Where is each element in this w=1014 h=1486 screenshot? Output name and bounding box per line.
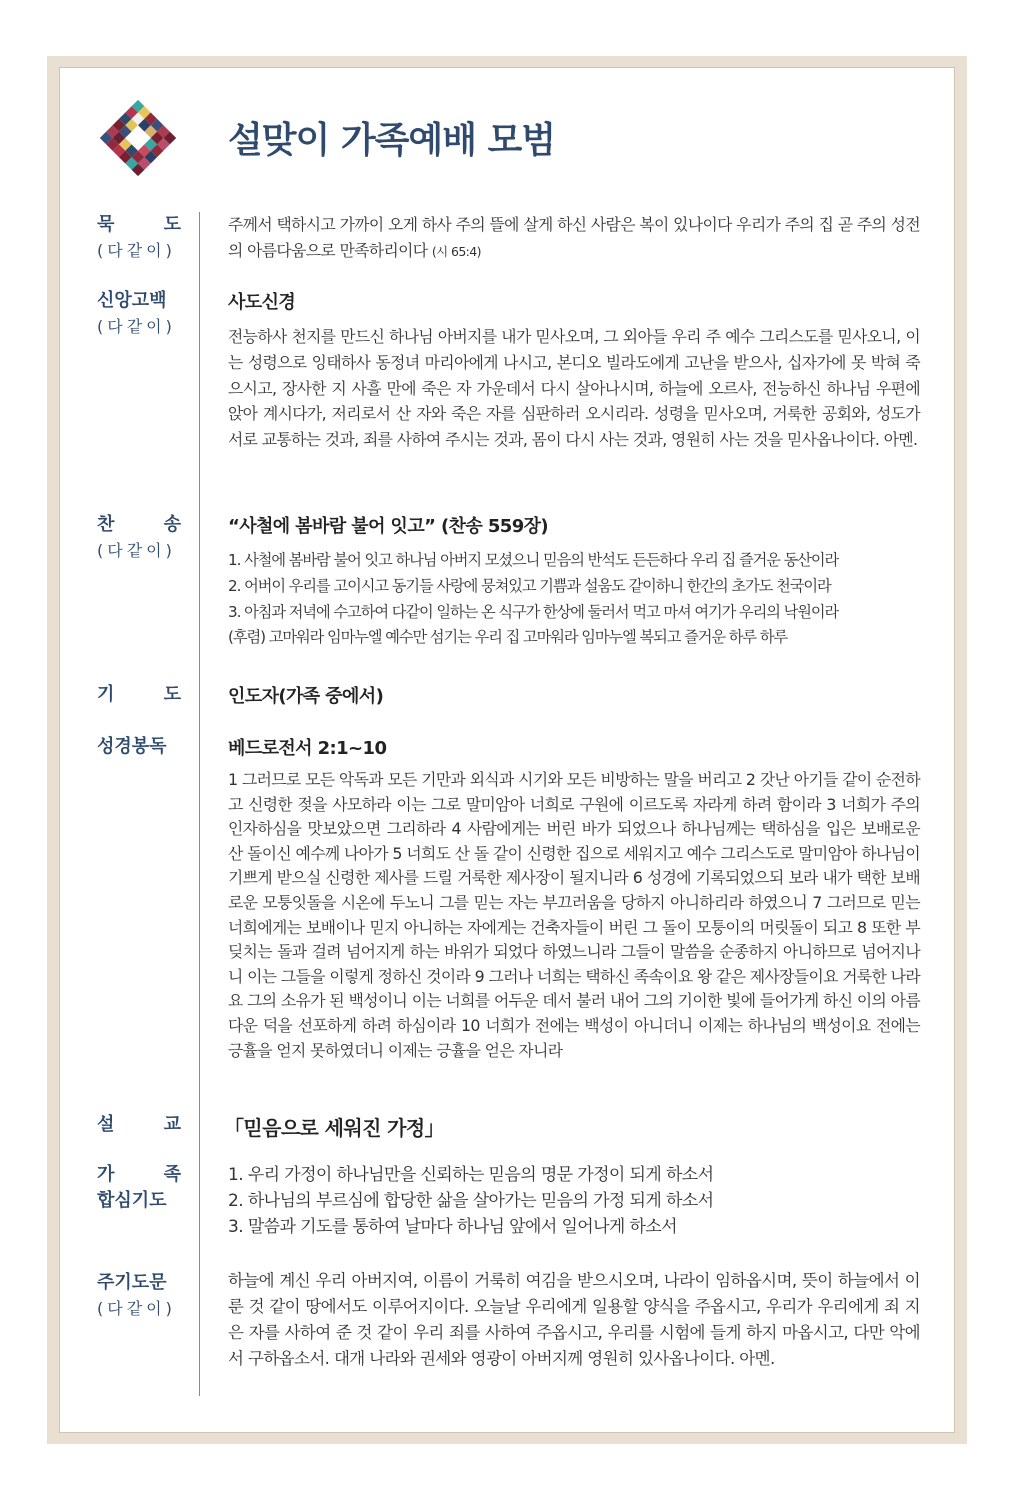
list-item: 2. 하나님의 부르심에 합당한 삶을 살아가는 믿음의 가정 되게 하소서 — [228, 1191, 714, 1211]
divider-line — [199, 212, 200, 1396]
label-hymn — [97, 512, 181, 564]
creed-heading: 사도신경 — [228, 292, 296, 313]
lords-prayer-text: 하늘에 계신 우리 아버지여, 이름이 거룩히 여김을 받으시오며, 나라이 임하옵시며, 뜻이 하늘에서 이룬 것 같이 땅에서도 이루어지이다. 오늘날 우리에게 일용할 양식을 주옵시고, 우리가 우리에게 죄 지은 자를 사하여 준 것 같이 우리 죄를 사하여 주옵시고, 우리를 시험에 들게 하지 마옵시고, 다만 악에서 구하옵소서. 대개 나라와 권세와 영광이 아버지께 영원히 있사옵나이다. 아멘. — [228, 1271, 920, 1368]
label-prayer — [97, 682, 181, 708]
label-hymn-text — [97, 512, 181, 538]
label-lords-prayer — [97, 1270, 181, 1322]
label-char: 설 — [97, 1114, 115, 1135]
label-creed-text: 신앙고백 — [97, 290, 167, 311]
hymn-heading: “사철에 봄바람 불어 잇고” (찬송 559장) — [228, 516, 549, 537]
label-family-line2: 합심기도 — [97, 1190, 167, 1211]
mosaic-diamond-icon — [98, 98, 178, 178]
label-sub: (다같이) — [97, 541, 176, 560]
creed-text: 전능하사 천지를 만드신 하나님 아버지를 내가 믿사오며, 그 외아들 우리 주 예수 그리스도를 믿사오니, 이는 성령으로 잉태하사 동정녀 마리아에게 나시고, 본디오 빌라도에게 고난을 받으사, 십자가에 못 박혀 죽으시고, 장사한 지 사흘 만에 죽은 자 가운데서 다시 살아나시며, 하늘에 오르사, 전능하신 하나님 우편에 앉아 계시다가, 저리로서 산 자와 죽은 자를 심판하러 오시리라. 성령을 믿사오며, 거룩한 공회와, 성도가 서로 교통하는 것과, 죄를 사하여 주시는 것과, 몸이 다시 사는 것과, 영원히 사는 것을 믿사옵나이다. 아멘. — [228, 327, 920, 450]
reading-text: 1 그러므로 모든 악독과 모든 기만과 외식과 시기와 모든 비방하는 말을 버리고 2 갓난 아기들 같이 순전하고 신령한 젖을 사모하라 이는 그로 말미암아 너희로 구원에 이르도록 자라게 하려 함이라 3 너희가 주의 인자하심을 맛보았으면 그리하라 4 사람에게는 버린 바가 되었으나 하나님께는 택하심을 입은 보배로운 산 돌이신 예수께 나아가 5 너희도 산 돌 같이 신령한 집으로 세워지고 예수 그리스도로 말미암아 하나님이 기쁘게 받으실 신령한 제사를 드릴 거룩한 제사장이 될지니라 6 성경에 기록되었으되 보라 내가 택한 보배로운 모퉁잇돌을 시온에 두노니 그를 믿는 자는 부끄러움을 당하지 아니하리라 하였으니 7 그러므로 믿는 너희에게는 보배이나 믿지 아니하는 자에게는 건축자들이 버린 그 돌이 모퉁이의 머릿돌이 되고 8 또한 부딪치는 돌과 걸려 넘어지게 하는 바위가 되었다 하였느니라 그들이 말씀을 순종하지 아니하므로 넘어지나니 이는 그들을 이렇게 정하신 것이라 9 그러나 너희는 택하신 족속이요 왕 같은 제사장들이요 거룩한 나라요 그의 소유가 된 백성이니 이는 너희를 어두운 데서 불러 내어 그의 기이한 빛에 들어가게 하신 이의 아름다운 덕을 선포하게 하려 하심이라 10 너희가 전에는 백성이 아니더니 이제는 하나님의 백성이요 전에는 긍휼을 얻지 못하였더니 이제는 긍휼을 얻은 자니라 — [228, 770, 920, 1060]
list-item: 1. 우리 가정이 하나님만을 신뢰하는 믿음의 명문 가정이 되게 하소서 — [228, 1165, 714, 1185]
label-reading-text: 성경봉독 — [97, 736, 167, 757]
prayer-heading: 인도자(가족 중에서) — [228, 686, 384, 707]
hymn-line: (후렴) 고마워라 임마누엘 예수만 섬기는 우리 집 고마워라 임마누엘 복되고 즐거운 하루 하루 — [228, 628, 788, 647]
hymn-line: 3. 아침과 저녁에 수고하여 다같이 일하는 온 식구가 한상에 둘러서 먹고 마셔 여기가 우리의 낙원이라 — [228, 602, 839, 621]
label-sub: (다같이) — [97, 317, 176, 336]
mukdo-ref: (시 65:4) — [431, 243, 481, 259]
page-title: 설맞이 가족예배 모범 — [228, 120, 556, 161]
label-char: 송 — [163, 514, 181, 535]
label-creed — [97, 288, 181, 340]
hymn-line: 2. 어버이 우리를 고이시고 동기들 사랑에 뭉쳐있고 기쁨과 설움도 같이하니 한간의 초가도 천국이라 — [228, 576, 831, 595]
label-char: 가 — [97, 1164, 115, 1185]
label-char: 교 — [163, 1114, 181, 1135]
mukdo-verse: 주께서 택하시고 가까이 오게 하사 주의 뜰에 살게 하신 사람은 복이 있나이다 우리가 주의 집 곧 주의 성전의 아름다움으로 만족하리이다 — [228, 215, 920, 260]
sermon-heading: 「믿음으로 세워진 가정」 — [224, 1116, 445, 1140]
label-char: 족 — [163, 1164, 181, 1185]
label-lords-prayer-text: 주기도문 — [97, 1272, 167, 1293]
hymn-line: 1. 사철에 봄바람 불어 잇고 하나님 아버지 모셨으니 믿음의 반석도 든든하다 우리 집 즐거운 동산이라 — [228, 551, 839, 569]
label-prayer-text — [97, 682, 181, 708]
label-mukdo — [97, 212, 181, 264]
label-char: 도 — [163, 684, 181, 705]
label-char: 묵 — [97, 214, 115, 235]
list-item: 3. 말씀과 기도를 통하여 날마다 하나님 앞에서 일어나게 하소서 — [228, 1217, 677, 1237]
reading-heading: 베드로전서 2:1~10 — [228, 738, 387, 759]
label-family-prayer — [97, 1162, 181, 1214]
label-char: 기 — [97, 684, 115, 705]
family-prayer-list — [228, 1162, 920, 1240]
label-reading — [97, 734, 181, 760]
label-mukdo-text — [97, 212, 181, 238]
label-sermon-text — [97, 1112, 181, 1138]
label-sub: (다같이) — [97, 241, 176, 260]
label-char: 도 — [163, 214, 181, 235]
mukdo-text — [228, 212, 920, 265]
hymn-verses — [228, 548, 920, 651]
label-char: 찬 — [97, 514, 115, 535]
label-sub: (다같이) — [97, 1299, 176, 1318]
label-family-line1 — [97, 1162, 181, 1188]
label-sermon — [97, 1112, 181, 1138]
